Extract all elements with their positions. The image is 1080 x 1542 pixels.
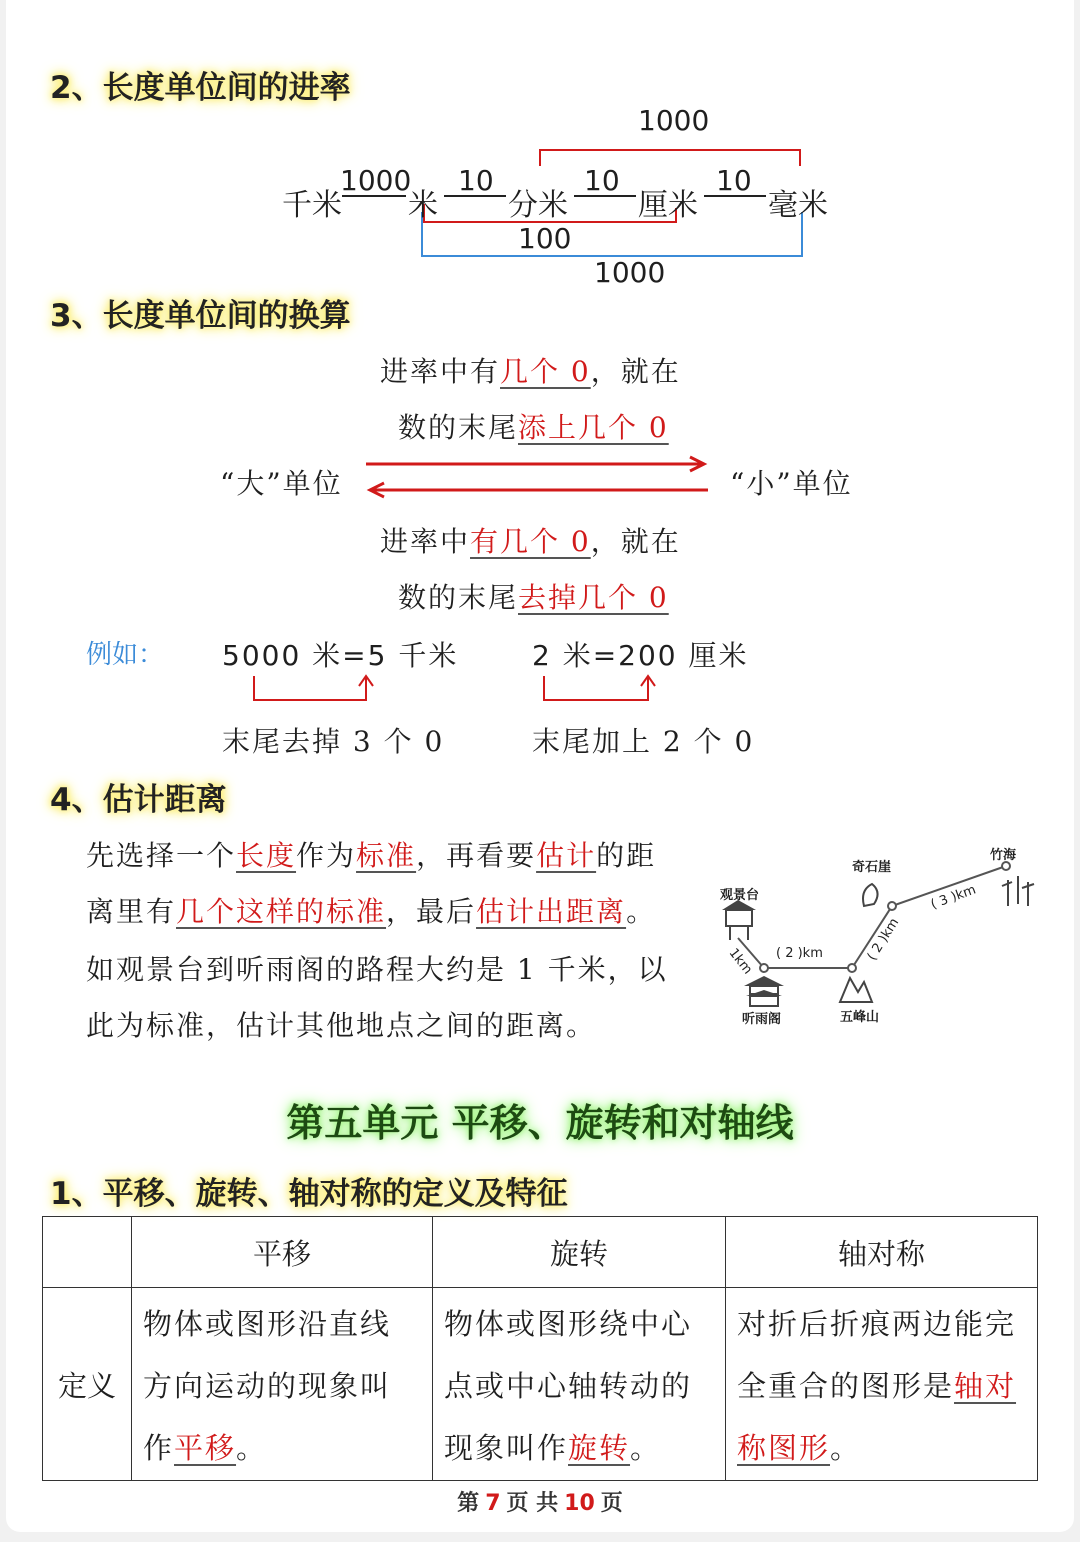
unit-km: 千米 [282, 188, 342, 223]
rule1-text-c: 数的末尾 [398, 411, 519, 444]
section-3-heading: 3、长度单位间的换算 [50, 298, 351, 334]
blue-bracket [422, 212, 802, 256]
footer-text: 第 [457, 1491, 480, 1516]
top-bracket-label: 1000 [638, 104, 710, 137]
place-bamboo: 竹海 [990, 848, 1017, 863]
current-page: 7 [485, 1491, 501, 1516]
rule1-highlight-b: 添上几个 0 [518, 411, 669, 444]
rate-diagram [6, 100, 1074, 300]
definition-end: 。 [236, 1431, 268, 1465]
distance-2: ( 2 )km [776, 946, 823, 961]
unit-5-title: 第五单元 平移、旋转和对轴线 [286, 1100, 794, 1145]
example-1-arrow [246, 674, 386, 708]
conversion-arrows [362, 452, 712, 502]
sec4-line3: 如观景台到听雨阁的路程大约是 1 千米，以 [86, 953, 668, 986]
table-header-cell: 轴对称 [726, 1217, 1038, 1288]
rule2-text-c: 数的末尾 [398, 581, 519, 614]
table-header-cell: 平移 [132, 1217, 433, 1288]
table-header-cell [43, 1217, 132, 1288]
sec4-highlight: 标准 [356, 839, 417, 872]
definition-end: 。 [630, 1431, 662, 1465]
sec4-highlight: 长度 [236, 839, 297, 872]
example-label: 例如： [86, 640, 165, 670]
sec4-highlight: 估计出距离 [476, 895, 627, 928]
unit-dm: 分米 [508, 188, 568, 223]
rule1-line1 [380, 350, 681, 390]
section-2-heading: 2、长度单位间的进率 [50, 70, 351, 106]
symmetry-definition [726, 1288, 1038, 1481]
rule2-highlight-b: 去掉几个 0 [518, 581, 669, 614]
rule2-text-b: ，就在 [590, 525, 681, 558]
total-pages: 10 [564, 1491, 595, 1516]
big-unit-label: “大”单位 [220, 467, 343, 500]
place-lookout: 观景台 [720, 888, 760, 903]
footer-text: 页 共 [506, 1491, 559, 1516]
rule2-text-a: 进率中 [380, 525, 471, 558]
definition-table [42, 1216, 1038, 1481]
sec4-line1 [86, 834, 656, 874]
rule2-line1 [380, 520, 681, 560]
row-label: 定义 [43, 1288, 132, 1481]
sec4-line4: 此为标准，估计其他地点之间的距离。 [86, 1009, 597, 1042]
sec4-highlight: 几个这样的标准 [176, 895, 387, 928]
rotation-definition [433, 1288, 726, 1481]
sec4-line2 [86, 890, 656, 930]
small-unit-label: “小”单位 [730, 467, 853, 500]
definition-highlight: 轴对称图形 [737, 1369, 1017, 1465]
table-header-cell: 旋转 [433, 1217, 726, 1288]
example-2-equation: 2 米=200 厘米 [532, 639, 749, 672]
table-header-row [43, 1217, 1038, 1288]
rate-4: 10 [716, 164, 752, 197]
rule1-text-b: ，就在 [590, 355, 681, 388]
sec4-text: ，再看要 [416, 839, 537, 872]
route-map [712, 836, 1042, 1032]
sec4-text: ，最后 [386, 895, 477, 928]
definition-text: 物体或图形绕中心点或中心轴转动的现象叫作 [444, 1307, 693, 1465]
top-bracket [540, 150, 800, 166]
table-row [43, 1288, 1038, 1481]
unit-m: 米 [408, 188, 438, 223]
distance-1: 1km [725, 945, 755, 978]
blue-bracket-label: 1000 [594, 256, 666, 289]
sec4-text: 先选择一个 [86, 839, 237, 872]
definition-end: 。 [830, 1431, 862, 1465]
pavilion-icon [744, 976, 784, 1006]
example-1-equation: 5000 米=5 千米 [222, 639, 459, 672]
rate-1: 1000 [340, 164, 412, 197]
distance-3: ( 2 )km [864, 915, 903, 964]
example-2-note: 末尾加上 2 个 0 [532, 725, 755, 758]
rule2-highlight-a: 有几个 0 [470, 525, 591, 558]
red-bracket-label: 100 [518, 222, 572, 255]
rate-2: 10 [458, 164, 494, 197]
sec4-text: 。 [626, 895, 657, 928]
sec4-text: 离里有 [86, 895, 177, 928]
rule2-line2 [398, 576, 669, 616]
rock-icon [863, 884, 878, 906]
definition-highlight: 平移 [174, 1431, 237, 1465]
distance-4: ( 3 )km [928, 882, 979, 913]
footer-text: 页 [600, 1491, 623, 1516]
rule1-line2 [398, 406, 669, 446]
section-4-heading: 4、估计距离 [50, 782, 227, 818]
definition-highlight: 旋转 [568, 1431, 631, 1465]
place-mountain: 五峰山 [840, 1010, 880, 1025]
sec4-text: 作为 [296, 839, 357, 872]
example-2-arrow [536, 674, 676, 708]
rate-3: 10 [584, 164, 620, 197]
example-1-note: 末尾去掉 3 个 0 [222, 725, 445, 758]
sec4-highlight: 估计 [536, 839, 597, 872]
sec4-text: 的距 [596, 839, 657, 872]
bamboo-icon [1002, 876, 1034, 906]
rule1-text-a: 进率中有 [380, 355, 501, 388]
unit-cm: 厘米 [638, 188, 698, 223]
lookout-icon [722, 900, 756, 940]
translation-definition [132, 1288, 433, 1481]
page-footer [6, 1486, 1074, 1517]
place-pavilion: 听雨阁 [742, 1012, 782, 1027]
mountain-icon [840, 978, 872, 1002]
unit-5-subheading: 1、平移、旋转、轴对称的定义及特征 [50, 1176, 568, 1212]
rule1-highlight-a: 几个 0 [500, 355, 591, 388]
unit-mm: 毫米 [768, 188, 828, 223]
definition-text: 物体或图形沿直线方向运动的现象叫作 [143, 1307, 392, 1465]
page [6, 0, 1074, 1532]
place-rock: 奇石崖 [852, 860, 892, 875]
definition-text: 对折后折痕两边能完全重合的图形是 [737, 1307, 1017, 1403]
